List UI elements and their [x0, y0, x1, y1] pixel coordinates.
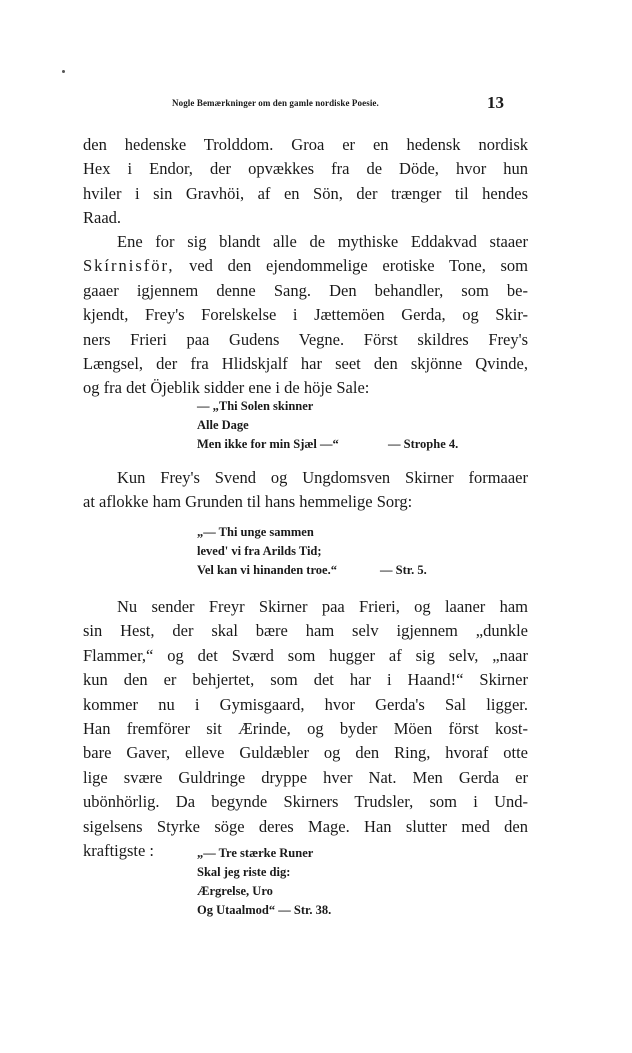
text-line: Længsel, der fra Hlidskjalf har seet den skjönne Qvinde, [83, 353, 528, 373]
text-line: sigelsens Styrke söge deres Mage. Han slutter med den [83, 816, 528, 836]
verse-reference-2: — Str. 5. [380, 563, 427, 577]
verse-line [197, 901, 331, 920]
verse-quote-2 [197, 523, 337, 580]
verse-reference-1: — Strophe 4. [388, 437, 459, 451]
verse-line: Alle Dage [197, 418, 249, 432]
verse-line-text: Og Utaalmod“ [197, 903, 276, 917]
verse-line: „— Tre stærke Runer [197, 846, 314, 860]
text-line: gaaer igjennem denne Sang. Den behandler, som be- [83, 280, 528, 300]
verse-line: Skal jeg riste dig: [197, 865, 291, 879]
verse-line: Men ikke for min Sjæl —“ [197, 437, 339, 451]
text-line: bare Gaver, elleve Guldæbler og den Ring, hvoraf otte [83, 743, 528, 763]
text-line: hviler i sin Gravhöi, af en Sön, der trænger til hendes [83, 183, 528, 203]
text-line: kjendt, Frey's Forelskelse i Jættemöen Gerda, og Skir- [83, 305, 528, 325]
text-line: at aflokke ham Grunden til hans hemmelige Sorg: [83, 492, 413, 512]
verse-line: „— Thi unge sammen [197, 525, 314, 539]
text-line: ubönhörlig. Da begynde Skirners Trudsler, som i Und- [83, 792, 528, 812]
text-line: kun den er behjertet, som det har i Haand!“ Skirner [83, 670, 528, 690]
text-line: og fra det Öjeblik sidder ene i de höje Sale: [83, 378, 370, 398]
text-line: sin Hest, der skal bære ham selv igjennem „dunkle [83, 621, 528, 641]
text-line: ners Frieri paa Gudens Vegne. Först skildres Frey's [83, 329, 528, 349]
page-number: 13 [487, 93, 504, 112]
text-line: Hex i Endor, der opvækkes fra de Döde, hvor hun [83, 159, 528, 179]
paragraph-4 [83, 595, 528, 863]
text-line: Nu sender Freyr Skirner paa Frieri, og laaner ham [117, 597, 528, 616]
paragraph-2 [83, 230, 528, 401]
verse-quote-3 [197, 844, 331, 920]
paragraph-3 [83, 466, 528, 515]
text-line [83, 254, 528, 278]
running-title: Nogle Bemærkninger om den gamle nordiske Poesie. [172, 98, 379, 108]
paragraph-1 [83, 133, 528, 231]
text-line: Han fremförer sit Ærinde, og byder Möen först kost- [83, 718, 528, 738]
text-line: Flammer,“ og det Sværd som hugger af sig selv, „naar [83, 645, 528, 665]
speck-mark [62, 70, 65, 73]
text-line: Ene for sig blandt alle de mythiske Eddakvad staaer [117, 232, 528, 251]
text-line: kraftigste : [83, 840, 155, 860]
text-line: den hedenske Trolddom. Groa er en hedensk nordisk [83, 135, 528, 154]
text-line: kommer nu i Gymisgaard, hvor Gerda's Sal ligger. [83, 694, 528, 714]
text-line: Kun Frey's Svend og Ungdomsven Skirner formaaer [117, 468, 528, 487]
text-line: lige svære Guldringe dryppe hver Nat. Men Gerda er [83, 767, 528, 787]
poem-title-spaced: Skírnisför, [83, 256, 175, 276]
verse-quote-1 [197, 397, 339, 454]
text-line-rest: ved den ejendommelige erotiske Tone, som [174, 256, 528, 276]
verse-line: — „Thi Solen skinner [197, 399, 314, 413]
verse-line: Ærgrelse, Uro [197, 884, 273, 898]
text-line: Raad. [83, 208, 122, 228]
verse-reference-3: — Str. 38. [278, 903, 332, 917]
verse-line: Vel kan vi hinanden troe.“ [197, 563, 337, 577]
verse-line: leved' vi fra Arilds Tid; [197, 544, 322, 558]
